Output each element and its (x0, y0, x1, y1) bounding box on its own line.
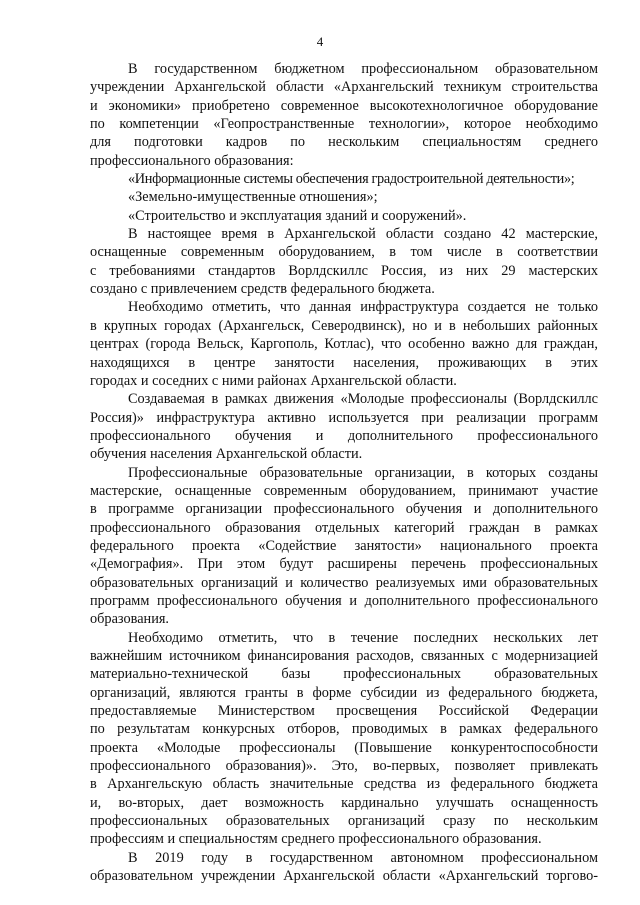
text-line: важнейшим источником финансирования расходов, связанных с модернизацией (90, 648, 598, 664)
text-line: образования. (90, 611, 169, 628)
text-line: находящихся в центре занятости населения, проживающих в этих (90, 354, 598, 371)
paragraph (90, 390, 598, 463)
text-line: «Земельно-имущественные отношения»; (128, 189, 378, 206)
text-line: профессиональных образовательных организаций сразу по нескольким (90, 813, 598, 830)
paragraph (90, 629, 598, 849)
text-line: профессиям и специальностям среднего профессионального образования. (90, 831, 542, 848)
text-line: Необходимо отметить, что в течение последних нескольких лет (128, 629, 598, 646)
text-line: профессионального обучения и дополнительного профессионального (90, 427, 598, 444)
text-line: предоставляемые Министерством просвещения Российской Федерации (90, 703, 598, 720)
text-line: Создаваемая в рамках движения «Молодые профессионалы (Ворлдскиллс (128, 391, 598, 408)
text-line: В 2019 году в государственном автономном профессиональном (128, 849, 598, 866)
text-line: программ профессионального обучения и дополнительного профессионального (90, 592, 598, 609)
text-line: Россия)» инфраструктура активно используется при реализации программ (90, 409, 598, 426)
text-line: мастерские, оснащенные современным оборудованием, принимают участие (90, 482, 598, 499)
text-line: «Информационные системы обеспечения градостроительной деятельности»; (128, 171, 575, 188)
text-line: профессионального образования)». Это, во-первых, позволяет привлекать (90, 758, 598, 775)
paragraph (90, 849, 598, 886)
text-line: материально-технической базы профессиональных образовательных (90, 666, 598, 683)
text-line: центрах (города Вельск, Каргополь, Котлас), что особенно важно для граждан, (90, 336, 598, 353)
paragraph (90, 188, 598, 206)
text-line: и экономики» приобретено современное высокотехнологичное оборудование (90, 97, 598, 114)
paragraph (90, 298, 598, 390)
text-line: В государственном бюджетном профессиональном образовательном (128, 61, 598, 77)
paragraph (90, 60, 598, 170)
text-line: Профессиональные образовательные организации, в которых созданы (128, 464, 598, 481)
paragraph (90, 225, 598, 298)
text-line: создано с привлечением средств федерального бюджета. (90, 281, 435, 298)
text-line: В настоящее время в Архангельской области создано 42 мастерские, (128, 226, 598, 243)
text-line: для подготовки кадров по нескольким специальностям среднего (90, 134, 598, 151)
text-line: «Демография». При этом будут расширены перечень профессиональных (90, 556, 598, 573)
text-line: с требованиями стандартов Ворлдскиллс Россия, из них 29 мастерских (90, 262, 598, 279)
text-line: учреждении Архангельской области «Архангельский техникум строительства (90, 79, 598, 96)
paragraph (90, 170, 598, 188)
paragraph (90, 207, 598, 225)
paragraph (90, 464, 598, 629)
text-line: организаций, являются гранты в форме субсидии из федерального бюджета, (90, 684, 598, 701)
text-line: проекта «Молодые профессионалы (Повышение конкурентоспособности (90, 739, 598, 756)
document-body (90, 60, 598, 885)
text-line: по компетенции «Геопространственные технологии», которое необходимо (90, 116, 598, 133)
page-number: 4 (316, 34, 324, 49)
text-line: и, во-вторых, дает возможность кардинально улучшать оснащенность (90, 794, 598, 811)
text-line: в Архангельскую область значительные средства из федерального бюджета (90, 776, 598, 793)
text-line: профессионального образования отдельных категорий граждан в рамках (90, 519, 598, 536)
text-line: в программе организации профессионального обучения и дополнительного (90, 501, 598, 518)
text-line: в крупных городах (Архангельск, Северодвинск), но и в небольших районных (90, 317, 598, 334)
text-line: Необходимо отметить, что данная инфраструктура создается не только (128, 299, 598, 316)
text-line: «Строительство и эксплуатация зданий и сооружений». (128, 207, 467, 224)
text-line: федерального проекта «Содействие занятости» национального проекта (90, 537, 598, 554)
text-line: оснащенные современным оборудованием, в том числе в соответствии (90, 244, 598, 261)
text-line: образовательном учреждении Архангельской области «Архангельский торгово- (90, 868, 598, 885)
text-line: по результатам конкурсных отборов, проводимых в рамках федерального (90, 721, 598, 738)
text-line: обучения населения Архангельской области. (90, 446, 363, 463)
text-line: образовательных организаций и количество реализуемых ими образовательных (90, 574, 598, 591)
text-line: городах и соседних с ними районах Архангельской области. (90, 372, 457, 389)
text-line: профессионального образования: (90, 152, 294, 169)
